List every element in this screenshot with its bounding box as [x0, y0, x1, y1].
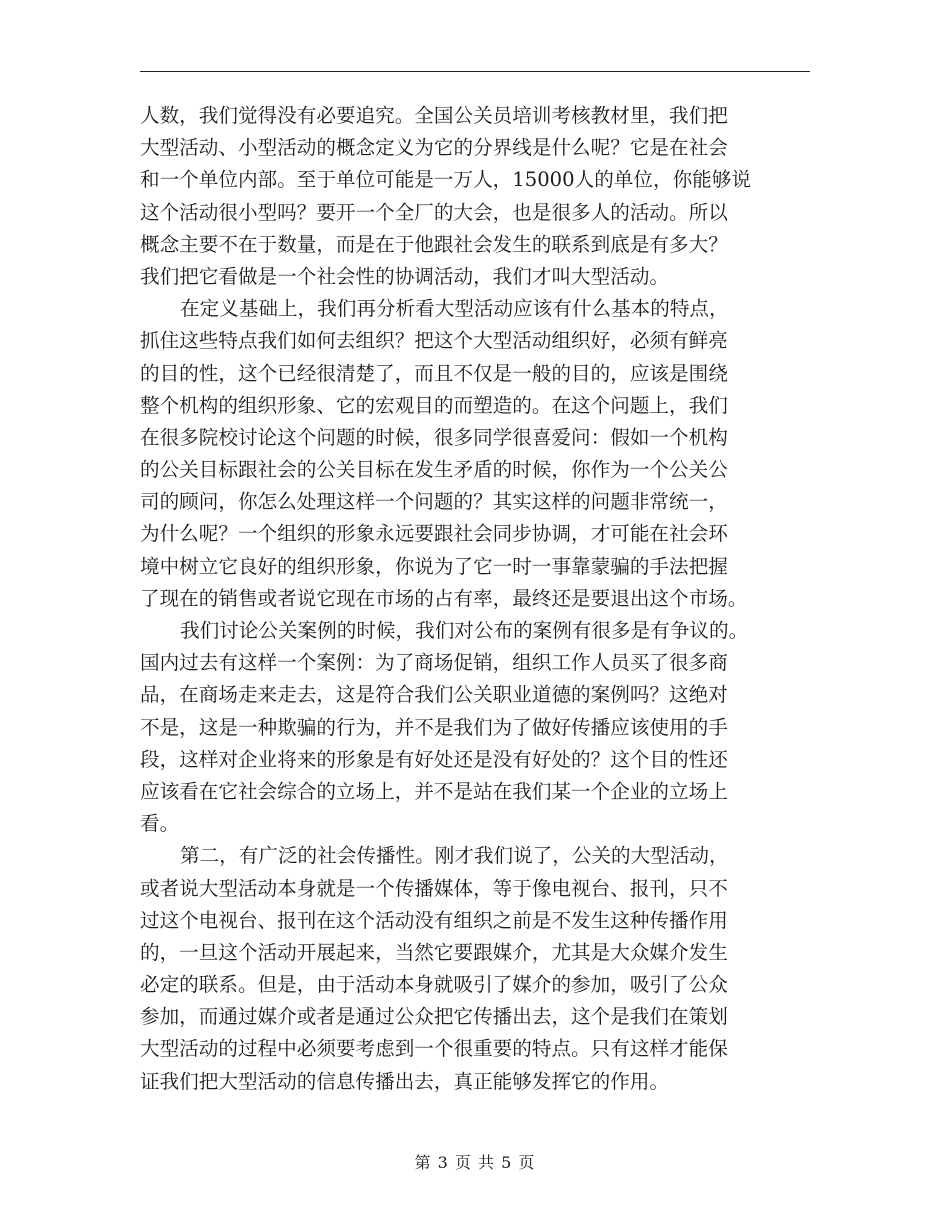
paragraph-line: 抓住这些特点我们如何去组织？把这个大型活动组织好，必须有鲜亮: [140, 329, 728, 353]
paragraph-2: [140, 293, 812, 615]
page-number-label: 第 3 页 共 5 页: [414, 1153, 536, 1172]
paragraph-1: [140, 100, 812, 293]
paragraph-4: [140, 840, 812, 1098]
paragraph-line: 整个机构的组织形象、它的宏观目的而塑造的。在这个问题上，我们: [140, 393, 728, 417]
paragraph-line: 参加，而通过媒介或者是通过公众把它传播出去，这个是我们在策划: [140, 1005, 728, 1029]
paragraph-line: 不是，这是一种欺骗的行为，并不是我们为了做好传播应该使用的手: [140, 715, 728, 739]
paragraph-line: 概念主要不在于数量，而是在于他跟社会发生的联系到底是有多大？: [140, 232, 728, 256]
paragraph-line: 在很多院校讨论这个问题的时候，很多同学很喜爱问：假如一个机构: [140, 425, 728, 449]
paragraph-line: 我们讨论公关案例的时候，我们对公布的案例有很多是有争议的。: [180, 619, 749, 642]
page-footer: [0, 1150, 950, 1173]
paragraph-line: 境中树立它良好的组织形象，你说为了它一时一事靠蒙骗的手法把握: [140, 554, 728, 578]
paragraph-line: 了现在的销售或者说它现在市场的占有率，最终还是要退出这个市场。: [140, 586, 748, 610]
paragraph-3: [140, 615, 812, 840]
paragraph-line: 段，这样对企业将来的形象是有好处还是没有好处的？这个目的性还: [140, 747, 728, 771]
paragraph-line: 为什么呢？一个组织的形象永远要跟社会同步协调，才可能在社会环: [140, 522, 728, 546]
paragraph-line: 人数，我们觉得没有必要追究。全国公关员培训考核教材里，我们把: [140, 104, 728, 127]
paragraph-line: 的目的性，这个已经很清楚了，而且不仅是一般的目的，应该是围绕: [140, 361, 728, 385]
paragraph-line: 过这个电视台、报刊在这个活动没有组织之前是不发生这种传播作用: [140, 908, 728, 932]
paragraph-line: 司的顾问，你怎么处理这样一个问题的？其实这样的问题非常统一，: [140, 490, 728, 514]
paragraph-line: 这个活动很小型吗？要开一个全厂的大会，也是很多人的活动。所以: [140, 200, 728, 224]
paragraph-line: 的，一旦这个活动开展起来，当然它要跟媒介，尤其是大众媒介发生: [140, 940, 728, 964]
header-rule: [140, 71, 810, 72]
paragraph-line: 看。: [140, 812, 180, 836]
paragraph-line: 的公关目标跟社会的公关目标在发生矛盾的时候，你作为一个公关公: [140, 458, 728, 482]
paragraph-line: 国内过去有这样一个案例：为了商场促销，组织工作人员买了很多商: [140, 651, 728, 675]
paragraph-line: 大型活动的过程中必须要考虑到一个很重要的特点。只有这样才能保: [140, 1037, 728, 1061]
paragraph-line: 必定的联系。但是，由于活动本身就吸引了媒介的参加，吸引了公众: [140, 973, 728, 997]
paragraph-line: 证我们把大型活动的信息传播出去，真正能够发挥它的作用。: [140, 1069, 670, 1093]
paragraph-line: 第二，有广泛的社会传播性。刚才我们说了，公关的大型活动，: [180, 844, 729, 868]
paragraph-line: 大型活动、小型活动的概念定义为它的分界线是什么呢？它是在社会: [140, 136, 728, 160]
paragraph-line: 在定义基础上，我们再分析看大型活动应该有什么基本的特点，: [180, 297, 729, 321]
paragraph-line: 我们把它看做是一个社会性的协调活动，我们才叫大型活动。: [140, 264, 670, 288]
paragraph-line: 和一个单位内部。至于单位可能是一万人，15000人的单位，你能够说: [140, 168, 751, 192]
document-body: [140, 100, 812, 1098]
paragraph-line: 应该看在它社会综合的立场上，并不是站在我们某一个企业的立场上: [140, 779, 728, 803]
paragraph-line: 品，在商场走来走去，这是符合我们公关职业道德的案例吗？这绝对: [140, 683, 728, 707]
paragraph-line: 或者说大型活动本身就是一个传播媒体，等于像电视台、报刊，只不: [140, 876, 728, 900]
